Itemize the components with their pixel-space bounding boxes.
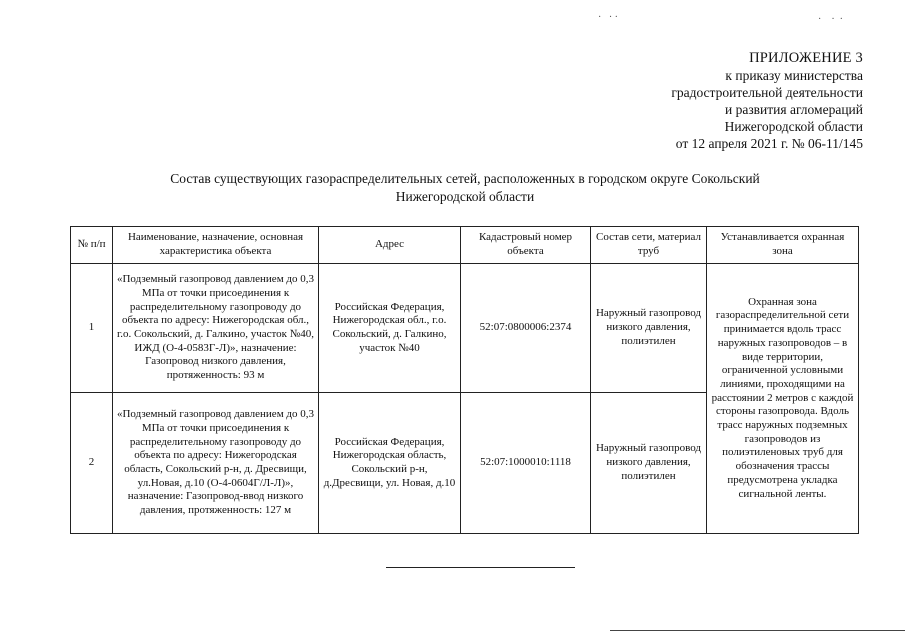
col-header-network: Состав сети, материал труб [591, 227, 707, 264]
cell-cadastral: 52:07:0800006:2374 [461, 264, 591, 393]
appendix-line-2: к приказу министерства [725, 68, 863, 83]
col-header-name: Наименование, назначение, основная характеристика объекта [113, 227, 319, 264]
appendix-header [671, 50, 863, 152]
cell-name: «Подземный газопровод давлением до 0,3 МПа от точки присоединения к распределительному газопроводу до объекта по адресу: Нижегородская область, Сокольский р-н, д. Дресвищи, ул.Новая, д.10 (О-4-0604Г/Л-Л)», назначение: Газопровод-ввод низкого давления, протяженность: 127 м [113, 393, 319, 534]
appendix-line-5: Нижегородской области [724, 119, 863, 134]
cell-network: Наружный газопровод низкого давления, полиэтилен [591, 264, 707, 393]
cell-protection-zone: Охранная зона газораспределительной сети принимается вдоль трасс наружных газопроводов – в виде территории, ограниченной условными линиями, проходящими на расстоянии 2 метров с каждой стороны газопровода. Вдоль трасс наружных подземных газопроводов из полиэтиленовых труб для обозначения трассы предусмотрена укладка сигнальной ленты. [707, 264, 859, 534]
document-title [60, 170, 870, 206]
scan-speck: · · · [598, 12, 618, 23]
table-header-row [71, 227, 859, 264]
cell-address: Российская Федерация, Нижегородская область, Сокольский р-н, д.Дресвищи, ул. Новая, д.10 [319, 393, 461, 534]
cell-network: Наружный газопровод низкого давления, полиэтилен [591, 393, 707, 534]
scan-speck: · · · [818, 14, 843, 25]
gas-network-table [70, 226, 859, 534]
cell-number: 2 [71, 393, 113, 534]
col-header-zone: Устанавливается охранная зона [707, 227, 859, 264]
appendix-line-6: от 12 апреля 2021 г. № 06-11/145 [675, 136, 863, 151]
cell-number: 1 [71, 264, 113, 393]
footer-divider [386, 567, 575, 568]
appendix-line-4: и развития агломераций [724, 102, 863, 117]
appendix-number: ПРИЛОЖЕНИЕ 3 [749, 50, 863, 66]
appendix-line-3: градостроительной деятельности [671, 85, 863, 100]
col-header-address: Адрес [319, 227, 461, 264]
scan-edge-line [610, 630, 905, 631]
col-header-number: № п/п [71, 227, 113, 264]
cell-name: «Подземный газопровод давлением до 0,3 МПа от точки присоединения к распределительному газопроводу до объекта по адресу: Нижегородская обл., г.о. Сокольский, д. Галкино, участок №40, ИЖД (О-4-0583Г-Л)», назначение: Газопровод низкого давления, протяженность: 93 м [113, 264, 319, 393]
col-header-cadastral: Кадастровый номер объекта [461, 227, 591, 264]
document-title-line-1: Состав существующих газораспределительных сетей, расположенных в городском округе Сокольский [170, 171, 760, 186]
cell-address: Российская Федерация, Нижегородская обл., г.о. Сокольский, д. Галкино, участок №40 [319, 264, 461, 393]
table-row [71, 264, 859, 393]
cell-cadastral: 52:07:1000010:1118 [461, 393, 591, 534]
document-title-line-2: Нижегородской области [395, 189, 535, 204]
